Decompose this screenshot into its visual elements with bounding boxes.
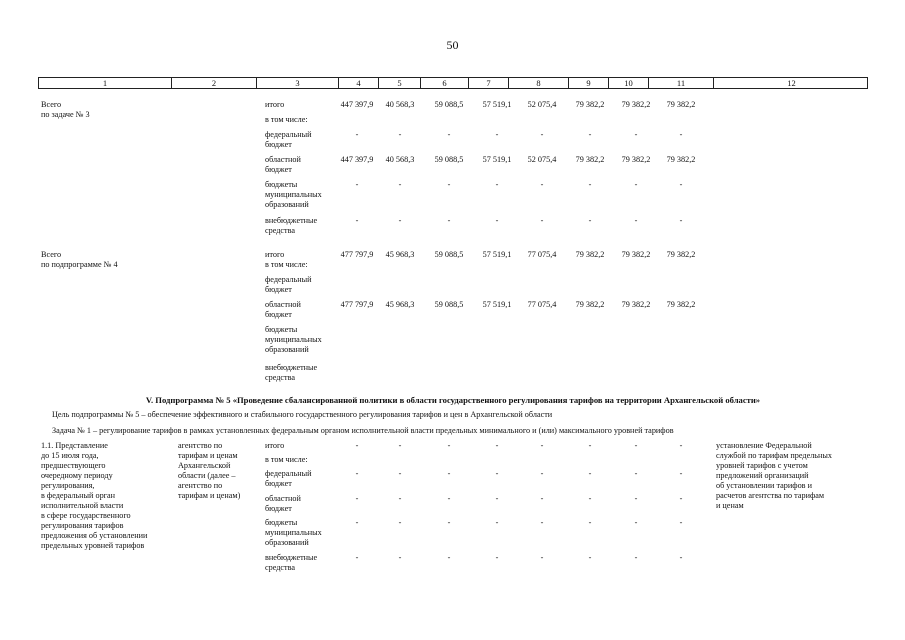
value-cell: 45 968,3 [385,250,415,259]
row-label-v-tom-chisle: в том числе: [265,455,308,464]
value-cell: 79 382,2 [621,300,651,309]
dash-cell: - [540,180,544,189]
dash-cell: - [634,180,638,189]
dash-cell: - [355,494,359,503]
dash-cell: - [495,441,499,450]
dash-cell: - [447,469,451,478]
dash-cell: - [447,518,451,527]
value-cell: 52 075,4 [527,100,557,109]
dash-cell: - [447,130,451,139]
value-cell: 79 382,2 [575,300,605,309]
item-1-1-executor: агентство по тарифам и ценам Архангельской области (далее – агентство по тарифам и ценам) [178,441,241,500]
dash-cell: - [495,469,499,478]
column-header-2: 2 [172,78,257,88]
dash-cell: - [588,494,592,503]
value-cell: 79 382,2 [666,100,696,109]
dash-cell: - [355,441,359,450]
dash-cell: - [679,441,683,450]
dash-cell: - [398,130,402,139]
value-cell: 52 075,4 [527,155,557,164]
column-header-10: 10 [609,78,649,88]
dash-cell: - [540,441,544,450]
dash-cell: - [355,130,359,139]
dash-cell: - [540,518,544,527]
row-label-extrabudget: внебюджетные средства [265,553,318,572]
value-cell: 79 382,2 [666,250,696,259]
row-label-extrabudget: внебюджетные средства [265,216,318,235]
dash-cell: - [447,494,451,503]
dash-cell: - [495,494,499,503]
dash-cell: - [398,216,402,225]
column-header-11: 11 [649,78,714,88]
column-header-12: 12 [787,78,796,88]
value-cell: 77 075,4 [527,300,557,309]
task-line: Задача № 1 – регулирование тарифов в рамках установленных федеральным органом исполнительной власти предельных минимального и (или) максимального уровней тарифов [52,426,674,435]
dash-cell: - [588,180,592,189]
row-label-oblast: областной бюджет [265,300,301,319]
dash-cell: - [398,441,402,450]
dash-cell: - [634,130,638,139]
dash-cell: - [679,180,683,189]
column-header-6: 6 [421,78,469,88]
row-label-itogo: итого [265,441,285,450]
value-cell: 79 382,2 [575,155,605,164]
value-cell: 477 797,9 [340,250,374,259]
row-label-municipal: бюджеты муниципальных образований [265,518,322,547]
dash-cell: - [355,216,359,225]
dash-cell: - [447,180,451,189]
dash-cell: - [447,441,451,450]
dash-cell: - [398,494,402,503]
dash-cell: - [588,216,592,225]
dash-cell: - [398,518,402,527]
dash-cell: - [355,180,359,189]
dash-cell: - [679,216,683,225]
row-label-federal: федеральный бюджет [265,469,312,488]
value-cell: 79 382,2 [666,300,696,309]
dash-cell: - [679,518,683,527]
dash-cell: - [398,180,402,189]
dash-cell: - [495,130,499,139]
value-cell: 57 519,1 [482,300,512,309]
dash-cell: - [540,130,544,139]
value-cell: 59 088,5 [434,100,464,109]
sub4-title: Всего по подпрограмме № 4 [41,250,118,269]
row-label-oblast: областной бюджет [265,155,301,174]
section-heading: V. Подпрограмма № 5 «Проведение сбалансированной политики в области государственного регулирования тарифов на территории Архангельской области» [145,395,761,405]
value-cell: 59 088,5 [434,155,464,164]
dash-cell: - [355,518,359,527]
dash-cell: - [679,553,683,562]
row-label-municipal: бюджеты муниципальных образований [265,180,322,209]
dash-cell: - [679,494,683,503]
task3-title: Всего по задаче № 3 [41,100,90,119]
column-header-1: 1 [39,78,172,88]
column-header-7: 7 [469,78,509,88]
value-cell: 57 519,1 [482,250,512,259]
dash-cell: - [634,469,638,478]
dash-cell: - [588,441,592,450]
dash-cell: - [634,441,638,450]
dash-cell: - [634,494,638,503]
column-header-5: 5 [379,78,421,88]
dash-cell: - [447,216,451,225]
dash-cell: - [634,518,638,527]
value-cell: 79 382,2 [621,250,651,259]
value-cell: 40 568,3 [385,155,415,164]
value-cell: 79 382,2 [575,100,605,109]
row-label-extrabudget: внебюджетные средства [265,363,318,382]
value-cell: 79 382,2 [666,155,696,164]
row-label-itogo: итого в том числе: [265,250,308,269]
value-cell: 57 519,1 [482,155,512,164]
dash-cell: - [495,518,499,527]
value-cell: 59 088,5 [434,300,464,309]
dash-cell: - [588,469,592,478]
column-header-3: 3 [257,78,339,88]
row-label-federal: федеральный бюджет [265,275,312,294]
row-label-v-tom-chisle: в том числе: [265,115,308,124]
dash-cell: - [588,553,592,562]
dash-cell: - [679,469,683,478]
dash-cell: - [540,494,544,503]
page-number: 50 [446,38,459,52]
dash-cell: - [588,518,592,527]
item-1-1-result: установление Федеральной службой по тарифам предельных уровней тарифов с учетом предложений организаций об установлении тарифов и расчетов агентства по тарифам и ценам [716,441,833,510]
dash-cell: - [495,216,499,225]
dash-cell: - [679,130,683,139]
value-cell: 79 382,2 [575,250,605,259]
column-header-4: 4 [339,78,379,88]
dash-cell: - [634,553,638,562]
column-header-row [38,77,868,89]
value-cell: 79 382,2 [621,100,651,109]
value-cell: 477 797,9 [340,300,374,309]
row-label-oblast: областной бюджет [265,494,301,513]
value-cell: 447 397,9 [340,100,374,109]
row-label-federal: федеральный бюджет [265,130,312,149]
value-cell: 57 519,1 [482,100,512,109]
dash-cell: - [398,553,402,562]
dash-cell: - [495,180,499,189]
dash-cell: - [540,553,544,562]
row-label-itogo: итого [265,100,285,109]
item-1-1-description: 1.1. Представление до 15 июля года, предшествующего очередному периоду регулирования, в федеральный орган исполнительной власти в сфере государственного регулирования тарифов предложения об установлении предельных уровней тарифов [41,441,148,550]
column-header-8: 8 [509,78,569,88]
dash-cell: - [540,216,544,225]
dash-cell: - [540,469,544,478]
dash-cell: - [588,130,592,139]
dash-cell: - [447,553,451,562]
value-cell: 447 397,9 [340,155,374,164]
dash-cell: - [495,553,499,562]
column-header-9: 9 [569,78,609,88]
dash-cell: - [634,216,638,225]
value-cell: 40 568,3 [385,100,415,109]
dash-cell: - [398,469,402,478]
dash-cell: - [355,469,359,478]
goal-line: Цель подпрограммы № 5 – обеспечение эффективного и стабильного государственного регулирования тарифов и цен в Архангельской области [52,410,553,419]
value-cell: 45 968,3 [385,300,415,309]
value-cell: 79 382,2 [621,155,651,164]
value-cell: 59 088,5 [434,250,464,259]
row-label-municipal: бюджеты муниципальных образований [265,325,322,354]
value-cell: 77 075,4 [527,250,557,259]
dash-cell: - [355,553,359,562]
